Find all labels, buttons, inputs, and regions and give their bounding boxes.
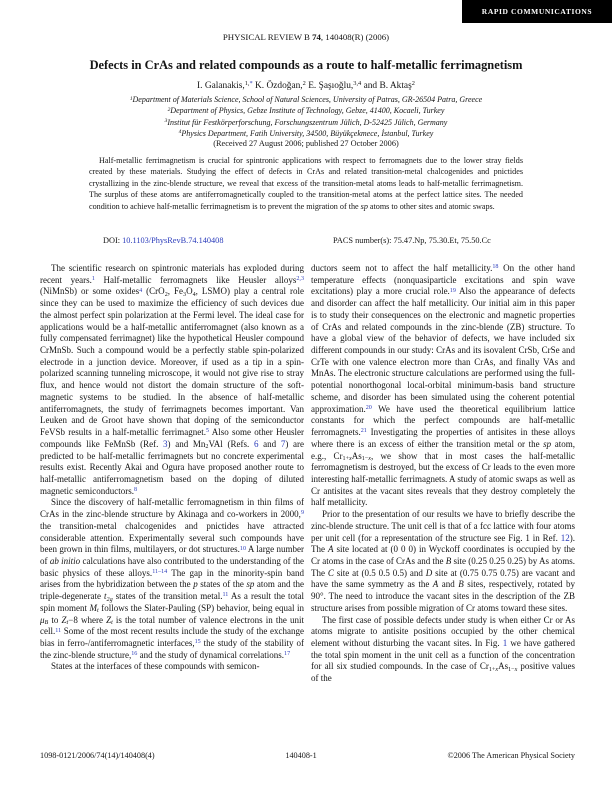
text-run: 1+ (488, 666, 496, 673)
text-run: and B. Aktaş (361, 81, 412, 91)
text-run: the transition-metal chalcogenides and pnictides have attracted considerable attention. Experimentally several such compounds have been grown in thin films, multilayers, or dot structures. (40, 520, 304, 555)
text-run: sp (360, 201, 368, 211)
text-run: 4 (178, 129, 182, 136)
text-run: , LSMO) play a central role since they can be used to maximize the efficiency of such devices due the almost perfect spin polarization at the Fermi level. The ideal case for applications would be a half-metallic antiferromagnet (also known as a fully compensated ferrimagnet) like the hypothetical Heusler compound CrMnSb. Such a compound would be a perfectly stable spin-polarized electrode in a junction device. Moreover, if used as a tip in a spin-polarized scanning tunneling microscope, it would not give rise to stray flux, and hence would not distort the domain structure of the soft-magnetic systems to be studied. In the absence of half-metallic antiferromagnets, the study of ferrimagnets becomes important. Van Leuken and de Groot have shown that doping of the semiconductor FeVSb results in a half-metallic ferrimagnet. (40, 286, 305, 438)
text-run: , Fe (167, 286, 184, 297)
text-run: (NiMnSb) or some oxides (40, 286, 140, 297)
text-run: Also the appearance of defects and disorder can affect the half metallicity. Our initial aim in this paper is to study their consequences on the electronic and magnetic properties of CrAs and related compounds in the zinc-blende (ZB) structure. To have a global view of the behavior of defects, we have included six different compounds in our study: CrAs and its isovalent CrSb, CrSe and CrTe with one valence electron more than CrAs, and finally VAs and MnAs. The electronic structure calculations are performed using the full-potential nonorthogonal local-orbital minimum-basis band structure scheme, and disorder has been simulated using the coherent potential approximation. (311, 286, 575, 414)
text-run: Investigating the properties of antisites in these alloys where there is an excess of either the transition metal or the (311, 427, 575, 449)
text-run: atom and the triple-degenerate (40, 579, 304, 602)
citation-link[interactable]: 11 (55, 627, 62, 634)
affiliations-block (20, 94, 592, 139)
text-run: ) and Mn (167, 438, 206, 449)
text-run: B (445, 555, 452, 566)
text-run: VAl (Refs. (208, 438, 254, 449)
text-run: positive values of the (311, 661, 575, 684)
citation-link[interactable]: 10.1103/PhysRevB.74.140408 (122, 236, 224, 245)
text-run: states of the (197, 579, 247, 590)
paragraph (20, 105, 592, 116)
text-run: 3 (164, 118, 168, 125)
text-run: D (425, 567, 433, 578)
paragraph (40, 263, 304, 497)
text-run: M (89, 602, 98, 613)
text-run: Z (61, 614, 67, 625)
text-run: Also some other Heusler compounds like FeMnSb (Ref. (40, 427, 304, 449)
citation-link[interactable]: 2,3 (296, 275, 304, 282)
text-run: B (44, 620, 49, 627)
citation-link[interactable]: 4 (139, 287, 143, 294)
text-run: As (351, 450, 362, 461)
citation-link[interactable]: 9 (300, 510, 304, 517)
text-run: We have used the theoretical equilibrium lattice constants for which the perfect compounds are half-metallic ferromagnets. (311, 403, 575, 438)
authors-line (39, 81, 573, 91)
citation-link[interactable]: 18 (492, 264, 499, 271)
body-columns (40, 263, 575, 685)
body-left-column (40, 263, 304, 685)
text-run: 3 (183, 291, 187, 298)
text-run: site at (0.5 0.5 0.5) and (333, 567, 426, 578)
citation-link[interactable]: 1 (502, 638, 508, 648)
pacs-numbers: PACS number(s): 75.47.Np, 75.30.Et, 75.50.Cc (333, 236, 491, 245)
text-run: Some of the most recent results include the study of the exchange bias in ferro-/antiferromagnetic interfaces, (40, 626, 304, 648)
text-run: , 140408(R) (2006) (320, 32, 390, 42)
banner-label: RAPID COMMUNICATIONS (481, 7, 593, 16)
footer-issn: 1098-0121/2006/74(14)/140408(4) (40, 751, 155, 760)
text-run: 2 (302, 80, 306, 88)
citation-link[interactable]: 20 (365, 404, 372, 411)
text-run: 2 (411, 80, 415, 88)
text-run: K. Özdoğan, (252, 81, 303, 91)
citation-link[interactable]: 5 (205, 428, 210, 435)
paragraph (311, 509, 575, 614)
citation-link[interactable]: 15 (194, 639, 201, 646)
text-run: 4 (192, 291, 196, 298)
text-run: The gap in the minority-spin band arises from the hybridization between the (40, 567, 304, 590)
abstract (89, 155, 523, 212)
text-run: atom, e.g., Cr (311, 438, 575, 461)
text-run: x (349, 456, 352, 463)
text-run: 74 (312, 32, 321, 42)
paragraph (311, 615, 575, 685)
text-run: 1+ (342, 456, 350, 463)
text-run: , we show that in most cases the half-metallic ferromagnetism is destroyed, but the excess of Cr leads to the even more interesting half-metallic ferrimagnets. A study of atomic swaps as well as Cr antisites at the vacant sites reveals that they destroy completely the half metallicity. (311, 450, 575, 508)
text-run: 1, (244, 80, 250, 88)
citation-link[interactable]: * (249, 80, 253, 88)
citation-link[interactable]: 16 (131, 650, 138, 657)
page-footer (40, 751, 575, 760)
text-run: Physics Department, Fatih University, 34500, Büyükçekmece, İstanbul, Turkey (181, 128, 434, 138)
text-run: Department of Materials Science, School of Natural Sciences, University of Patras, GR-26504 Patra, Greece (132, 95, 483, 104)
paragraph (40, 661, 304, 673)
text-run: As a result the total spin moment (40, 591, 304, 613)
text-run: the study of the stability of the zinc-blende structure, (40, 638, 304, 660)
text-run: 2g (106, 596, 113, 603)
text-run: and the study of dynamical correlations. (137, 649, 285, 660)
text-run: x (514, 666, 518, 673)
text-run: I. Galanakis, (197, 81, 245, 91)
text-run: 3,4 (353, 80, 362, 88)
text-run: we have gathered the total spin moment in the unit cell as a function of the concentration for all six studied compounds. In the case of Cr (311, 638, 575, 672)
text-run: t (104, 591, 107, 602)
paragraph (311, 263, 575, 509)
citation-link[interactable]: 19 (449, 287, 456, 294)
text-run: A (328, 544, 334, 555)
text-run: p (193, 579, 198, 590)
text-run: Half-metallic ferromagnets like Heusler alloys (94, 274, 297, 285)
text-run: Institut für Festkörperforschung, Forschungszentrum Jülich, D-52425 Jülich, Germany (167, 117, 448, 127)
citation-link[interactable]: 11–14 (152, 568, 168, 575)
text-run: A large number of (40, 544, 305, 566)
text-run: The first case of possible defects under study is when either Cr or As atoms migrate to antisite positions occupied by the other chemical element without disturbing the vacant sites. In Fig. (311, 614, 575, 648)
paragraph (20, 128, 592, 139)
doi-link (103, 236, 223, 245)
text-run: Prior to the presentation of our results we have to briefly describe the zinc-blende structure. The unit cell is that of a fcc lattice with four atoms per unit cell (for a representation of the structure see Fig. 1 in Ref. (311, 509, 575, 543)
text-run: ab initio (49, 555, 81, 566)
text-run: 2 (205, 444, 209, 451)
text-run: C (327, 567, 334, 578)
text-run: ). The (311, 532, 575, 555)
text-run: PHYSICAL REVIEW B (222, 32, 313, 42)
citation-link[interactable]: 10 (239, 545, 246, 552)
footer-page-number: 140408-1 (285, 751, 317, 760)
journal-header (0, 32, 612, 42)
text-run: Z (106, 614, 112, 625)
text-run: The scientific research on spintronic materials has exploded during recent years. (40, 263, 304, 285)
citation-link[interactable]: 21 (360, 428, 367, 435)
text-run: ductors seem not to affect the half metallicity. (311, 263, 493, 273)
footer-copyright: ©2006 The American Physical Society (447, 751, 575, 760)
citation-link[interactable]: 1 (91, 275, 95, 282)
text-run: site located at (0 0 0) in Wyckoff coordinates is occupied by the Cr atoms in the case of CrAs and the (311, 544, 575, 566)
citation-link[interactable]: 8 (133, 486, 138, 493)
citation-link[interactable]: 7 (280, 438, 286, 449)
text-run: t (66, 620, 69, 627)
text-run: (CrO (142, 286, 165, 297)
paragraph (40, 497, 304, 661)
citation-link[interactable]: 3 (163, 438, 168, 449)
rapid-communications-banner (462, 0, 612, 23)
paragraph (20, 117, 592, 128)
text-run: DOI: (103, 236, 123, 245)
text-run: A (432, 579, 439, 590)
paper-title: Defects in CrAs and related compounds as a route to half-metallic ferrimagnetism (89, 58, 523, 72)
text-run: μ (40, 614, 45, 625)
text-run: −8 where (68, 614, 107, 625)
citation-link[interactable]: 11 (222, 592, 229, 599)
text-run: t (111, 620, 113, 627)
text-run: On the other hand temperature effects (nonquasiparticle excitations and spin wave excitations) play a more crucial role. (311, 263, 575, 297)
text-run: O (186, 286, 193, 297)
text-run: to (48, 614, 62, 625)
text-run: x (495, 666, 499, 673)
text-run: is the total number of valence electrons in the unit cell. (40, 614, 305, 637)
received-line: (Received 27 August 2006; published 27 October 2006) (213, 139, 399, 148)
body-right-column (311, 263, 575, 685)
text-run: sp (543, 438, 552, 449)
text-run: 1 (129, 95, 133, 102)
citation-link[interactable]: 6 (253, 438, 259, 449)
text-run: follows the Slater-Pauling (SP) behavior, being equal in (98, 602, 304, 613)
abstract-paragraph (89, 155, 523, 212)
text-run: x (368, 456, 372, 463)
text-run: sites, respectively, rotated by 90°. The need to introduce the vacant sites in the description of the ZB structure arises from possible migration of Cr atoms toward these sites. (311, 579, 575, 613)
text-run: states of the transition metal. (112, 591, 223, 602)
citation-link[interactable]: 17 (284, 650, 291, 657)
citation-link[interactable]: 12 (560, 532, 570, 543)
text-run: and (258, 438, 281, 449)
text-run: t (97, 608, 99, 615)
text-run: 1− (508, 666, 515, 673)
text-run: site (0.25 0.25 0.25) by As atoms. The (311, 555, 576, 578)
text-run: States at the interfaces of these compounds with semicon- (51, 661, 260, 672)
text-run: Since the discovery of half-metallic ferromagnetism in thin films of CrAs in the zinc-blende structure by Akinaga and co-workers in 2000, (40, 497, 304, 520)
text-run: 2 (167, 106, 171, 113)
text-run: As (498, 661, 509, 672)
text-run: sp (246, 579, 255, 590)
text-run: and (438, 579, 459, 590)
text-run: 2 (164, 291, 168, 298)
text-run: Half-metallic ferrimagnetism is crucial for spintronic applications with respect to ferromagnets due to the lower stray fields created by these materials. Studying the effect of defects in CrAs and related transition-metal chalcogenides and pnictides crystallizing in the zinc-blende structure, we reveal that excess of the transition-metal atoms leads to half-metallic ferrimagnetism. The surplus of these atoms are antiferromagnetically coupled to the transition-metal atoms at the perfect lattice sites. The needed condition to achieve half-metallic ferrimagnetism is to prevent the migration of the (89, 156, 523, 211)
text-run: site at (0.75 0.75 0.75) are vacant and have the same symmetry as the (311, 567, 576, 590)
text-run: atoms to other sites and atomic swaps. (367, 201, 495, 211)
text-run: calculations have also contributed to the understanding of the basic physics of these alloys. (40, 555, 304, 578)
paragraph (20, 94, 592, 105)
text-run: B (458, 579, 464, 590)
text-run: Department of Physics, Gebze Institute of Technology, Gebze, 41400, Kocaeli, Turkey (170, 106, 445, 116)
text-run: E. Şaşıoğlu, (305, 81, 354, 91)
text-run: ) are predicted to be half-metallic ferrimagnets but no concrete experimental results exist. Recently Akai and Ogura have proposed another route to half-metallic antiferromagnetism based on the doping of diluted magnetic semiconductors. (40, 438, 305, 496)
text-run: 1− (361, 456, 369, 463)
